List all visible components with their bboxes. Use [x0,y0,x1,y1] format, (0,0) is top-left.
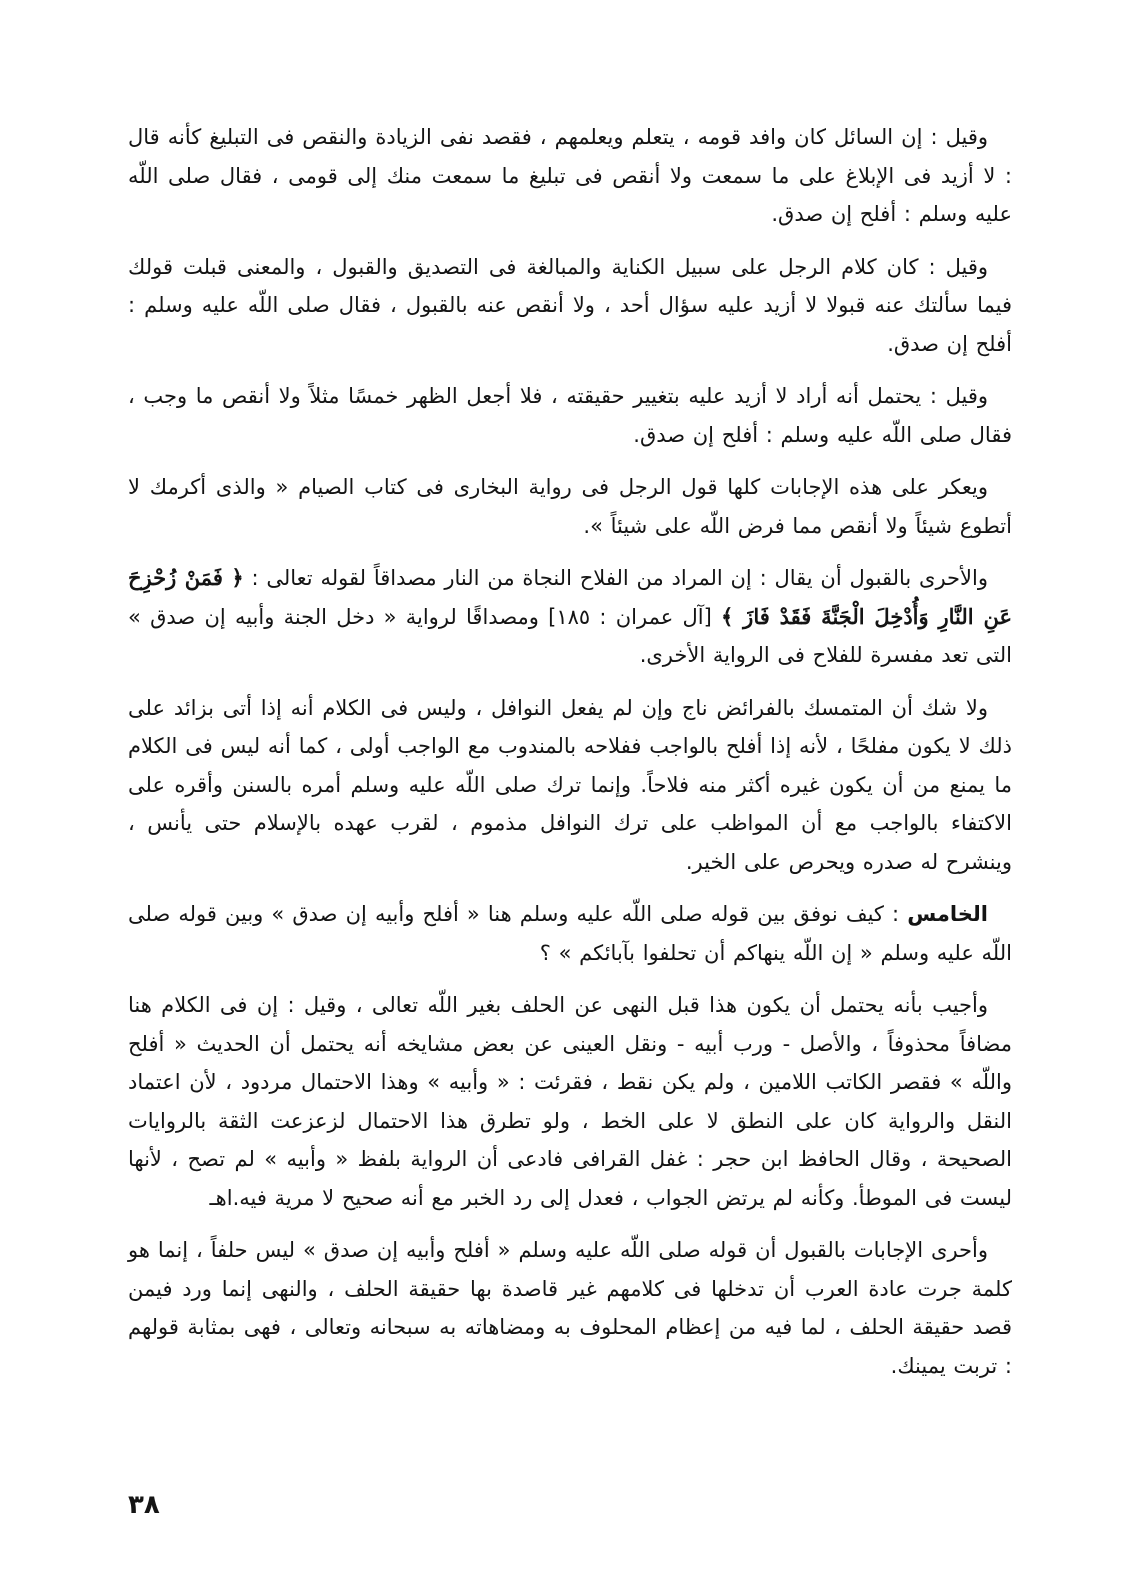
section-heading-fifth: الخامس [907,902,988,926]
paragraph-4: ويعكر على هذه الإجابات كلها قول الرجل فى رواية البخارى فى كتاب الصيام « والذى أكرمك لا أتطوع شيئاً ولا أنقص مما فرض اللّه على شيئاً ». [128,475,1012,538]
paragraph-1: وقيل : إن السائل كان وافد قومه ، يتعلم ويعلمهم ، فقصد نفى الزيادة والنقص فى التبليغ كأنه قال : لا أزيد فى الإبلاغ على ما سمعت ولا أنقص فى تبليغ ما سمعت منك إلى قومى ، فقال صلى اللّه عليه وسلم : أفلح إن صدق. [128,125,1012,226]
paragraph-7 [128,895,1012,972]
paragraph-3: وقيل : يحتمل أنه أراد لا أزيد عليه بتغيير حقيقته ، فلا أجعل الظهر خمسًا مثلاً ولا أنقص ما وجب ، فقال صلى اللّه عليه وسلم : أفلح إن صدق. [128,384,1012,447]
quran-verse: ﴿ فَمَنْ زُحْزِحَ عَنِ النَّارِ وَأُدْخِلَ الْجَنَّةَ فَقَدْ فَازَ ﴾ [128,565,1012,629]
paragraph-6: ولا شك أن المتمسك بالفرائض ناج وإن لم يفعل النوافل ، وليس فى الكلام أنه إذا أتى بزائد على ذلك لا يكون مفلحًا ، لأنه إذا أفلح بالواجب ففلاحه بالمندوب مع الواجب أولى ، كما أنه ليس فى الكلام ما يمنع من أن يكون غيره أكثر منه فلاحاً. وإنما ترك صلى اللّه عليه وسلم أمره بالسنن وأقره على الاكتفاء بالواجب مع أن المواظب على ترك النوافل مذموم ، لقرب عهده بالإسلام حتى يأنس ، وينشرح له صدره ويحرص على الخير. [128,695,1012,874]
paragraph-7-text: : كيف نوفق بين قوله صلى اللّه عليه وسلم هنا « أفلح وأبيه إن صدق » وبين قوله صلى اللّه عليه وسلم « إن اللّه ينهاكم أن تحلفوا بآبائكم » ؟ [128,902,1012,965]
page-number: ٣٨ [128,1490,160,1520]
paragraph-5 [128,559,1012,675]
paragraph-8: وأجيب بأنه يحتمل أن يكون هذا قبل النهى عن الحلف بغير اللّه تعالى ، وقيل : إن فى الكلام هنا مضافاً محذوفاً ، والأصل - ورب أبيه - ونقل العينى عن بعض مشايخه أنه يحتمل أن الحديث « أفلح واللّه » فقصر الكاتب اللامين ، ولم يكن نقط ، فقرئت : « وأبيه » وهذا الاحتمال مردود ، لأن اعتماد النقل والرواية كان على النطق لا على الخط ، ولو تطرق هذا الاحتمال لزعزعت الثقة بالروايات الصحيحة ، وقال الحافظ ابن حجر : غفل القرافى فادعى أن الرواية بلفظ « وأبيه » لم تصح ، لأنها ليست فى الموطأ. وكأنه لم يرتض الجواب ، فعدل إلى رد الخبر مع أنه صحيح لا مرية فيه.اهـ [128,993,1012,1210]
paragraph-5-rest: [آل عمران : ١٨٥] ومصداقًا لرواية « دخل الجنة وأبيه إن صدق » التى تعد مفسرة للفلاح فى الرواية الأخرى. [128,604,1012,667]
page-body [128,118,1012,1518]
paragraph-9: وأحرى الإجابات بالقبول أن قوله صلى اللّه عليه وسلم « أفلح وأبيه إن صدق » ليس حلفاً ، إنما هو كلمة جرت عادة العرب أن تدخلها فى كلامهم غير قاصدة بها حقيقة الحلف ، والنهى إنما ورد فيمن قصد حقيقة الحلف ، لما فيه من إعظام المحلوف به ومضاهاته به سبحانه وتعالى ، فهى بمثابة قولهم : تربت يمينك. [128,1238,1012,1378]
paragraph-5-intro: والأحرى بالقبول أن يقال : إن المراد من الفلاح النجاة من النار مصداقاً لقوله تعالى : [251,566,988,590]
paragraph-2: وقيل : كان كلام الرجل على سبيل الكناية والمبالغة فى التصديق والقبول ، والمعنى قبلت قولك فيما سألتك عنه قبولا لا أزيد عليه سؤال أحد ، ولا أنقص عنه بالقبول ، فقال صلى اللّه عليه وسلم : أفلح إن صدق. [128,254,1012,356]
